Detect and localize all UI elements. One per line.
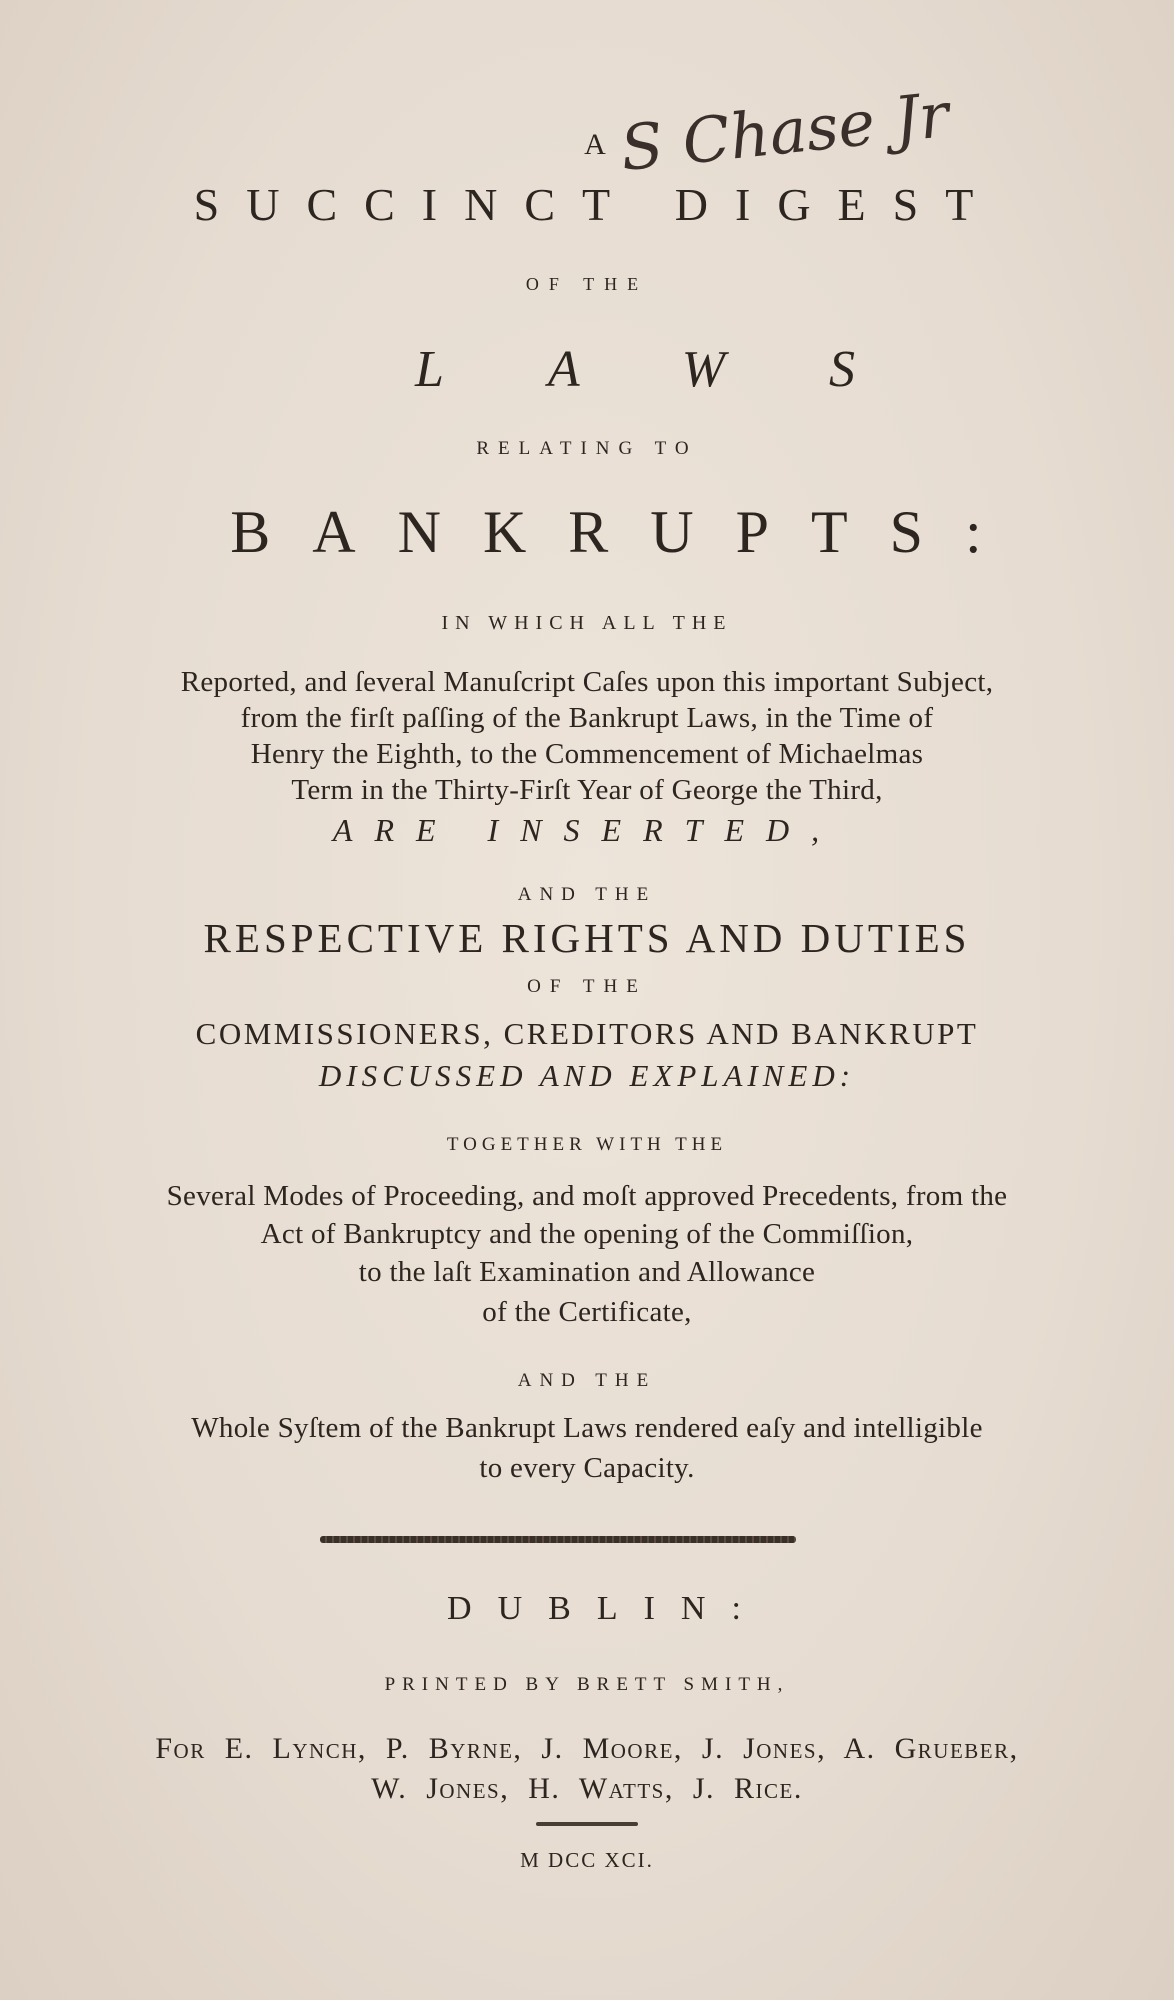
section2-commissioners: COMMISSIONERS, CREDITORS AND BANKRUPT [195,1016,979,1051]
title-succinct-digest: SUCCINCT DIGEST [193,179,1001,230]
section2-discussed: DISCUSSED AND EXPLAINED: [318,1058,856,1093]
imprint-booksellers-line-1: For E. Lynch, P. Byrne, J. Moore, J. Jones, A. Grueber, [155,1732,1019,1765]
section3-line-4: of the Certificate, [482,1296,692,1328]
section2-of-the: OF THE [527,976,647,997]
section2-and-the: AND THE [517,884,657,905]
imprint-booksellers-line-2: W. Jones, H. Watts, J. Rice. [371,1772,803,1805]
ornamental-rule [320,1536,796,1543]
section1-line-1: Reported, and ſeveral Manuſcript Caſes upon this important Subject, [180,666,994,698]
section3-heading: TOGETHER WITH THE [446,1134,728,1155]
title-laws: LAWS [414,341,960,398]
section1-line-3: Henry the Eighth, to the Commencement of Michaelmas [250,738,924,770]
section3-line-3: to the laſt Examination and Allowance [358,1256,816,1288]
section4-line-2: to every Capacity. [479,1452,695,1484]
section3-line-1: Several Modes of Proceeding, and moſt approved Precedents, from the [166,1180,1008,1212]
handwritten-signature: S Chase Jr [617,77,953,186]
section1-are-inserted: ARE INSERTED, [332,812,842,848]
title-of-the: OF THE [525,274,649,294]
section3-line-2: Act of Bankruptcy and the opening of the Commiſſion, [260,1218,914,1250]
section1-line-4: Term in the Thirty-Firſt Year of George the Third, [291,774,883,806]
imprint-year: M DCC XCI. [520,1848,654,1872]
section4-and-the: AND THE [517,1370,657,1391]
section1-line-2: from the firſt paſſing of the Bankrupt Laws, in the Time of [240,702,934,734]
title-relating-to: RELATING TO [476,438,698,459]
section4-line-1: Whole Syſtem of the Bankrupt Laws rendered eaſy and intelligible [191,1412,983,1444]
imprint-city: DUBLIN: [447,1590,767,1627]
title-bankrupts: BANKRUPTS: [230,499,1024,565]
section1-heading: IN WHICH ALL THE [441,612,733,634]
section2-rights-duties: RESPECTIVE RIGHTS AND DUTIES [203,915,971,961]
title-article: A [584,128,610,161]
small-ornamental-rule [536,1822,638,1826]
imprint-printed-by: PRINTED BY BRETT SMITH, [384,1674,790,1695]
